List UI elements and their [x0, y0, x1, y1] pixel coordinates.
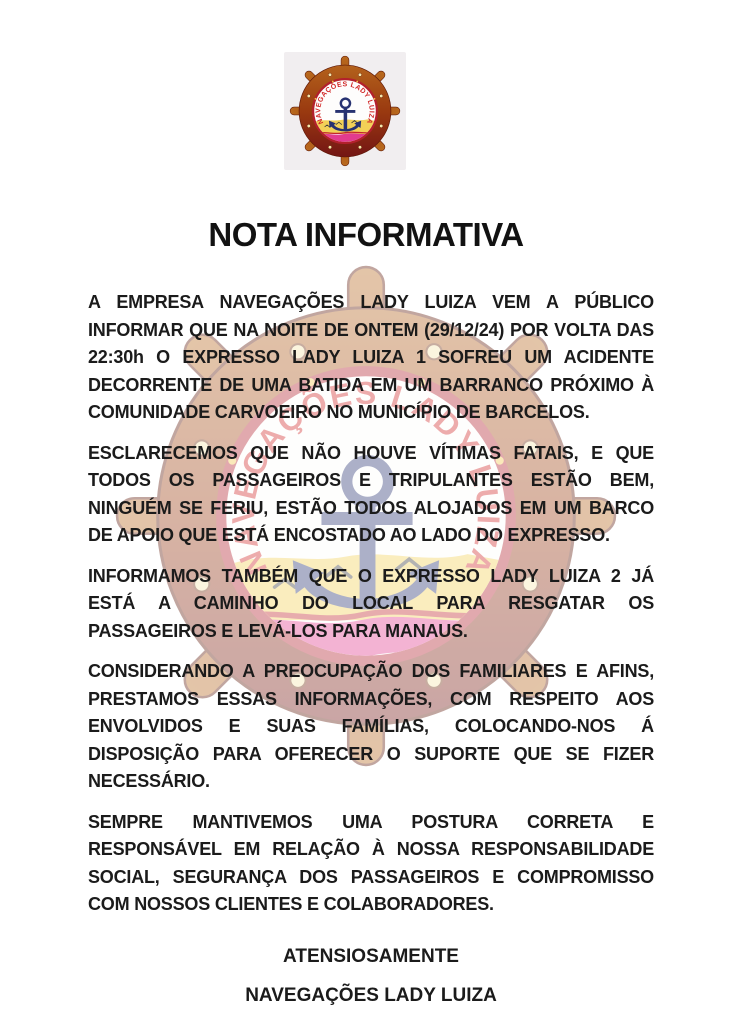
- closing-salutation: ATENSIOSAMENTE: [283, 945, 459, 967]
- page-title: NOTA INFORMATIVA: [208, 216, 524, 253]
- paragraph-accident-report: A EMPRESA NAVEGAÇÕES LADY LUIZA VEM A PÚBLICO INFORMAR QUE NA NOITE DE ONTEM (29/12/24) POR VOLTA DAS 22:30h O EXPRESSO LADY LUIZA 1 SOFREU UM ACIDENTE DECORRENTE DE UMA BATIDA EM UM BARRANCO PRÓXIMO À COMUNIDADE CARVOEIRO NO MUNICÍPIO DE BARCELOS.: [88, 292, 654, 422]
- paragraph-company-commitment: SEMPRE MANTIVEMOS UMA POSTURA CORRETA E RESPONSÁVEL EM RELAÇÃO À NOSSA RESPONSABILIDADE SOCIAL, SEGURANÇA DOS PASSAGEIROS E COMPROMISSO COM NOSSOS CLIENTES E COLABORADORES.: [88, 811, 654, 914]
- ship-wheel-logo-icon: [289, 55, 401, 167]
- closing-company-name: NAVEGAÇÕES LADY LUIZA: [245, 984, 497, 1006]
- paragraph-no-victims: ESCLARECEMOS QUE NÃO HOUVE VÍTIMAS FATAIS, E QUE TODOS OS PASSAGEIROS E TRIPULANTES ESTÃO BEM, NINGUÉM SE FERIU, ESTÃO TODOS ALOJADOS EM UM BARCO DE APOIO QUE ESTÁ ENCOSTADO AO LADO DO EXPRESSO.: [88, 442, 654, 545]
- paragraph-rescue-boat: INFORMAMOS TAMBÉM QUE O EXPRESSO LADY LUIZA 2 JÁ ESTÁ A CAMINHO DO LOCAL PARA RESGATAR OS PASSAGEIROS E LEVÁ-LOS PARA MANAUS.: [88, 565, 654, 641]
- document-body: [88, 289, 654, 1008]
- closing-block: [88, 945, 654, 1008]
- company-logo: [284, 52, 406, 170]
- paragraph-families-support: CONSIDERANDO A PREOCUPAÇÃO DOS FAMILIARES E AFINS, PRESTAMOS ESSAS INFORMAÇÕES, COM RESPEITO AOS ENVOLVIDOS E SUAS FAMÍLIAS, COLOCANDO-NOS Á DISPOSIÇÃO PARA OFERECER O SUPORTE QUE SE FIZER NECESSÁRIO.: [88, 661, 654, 791]
